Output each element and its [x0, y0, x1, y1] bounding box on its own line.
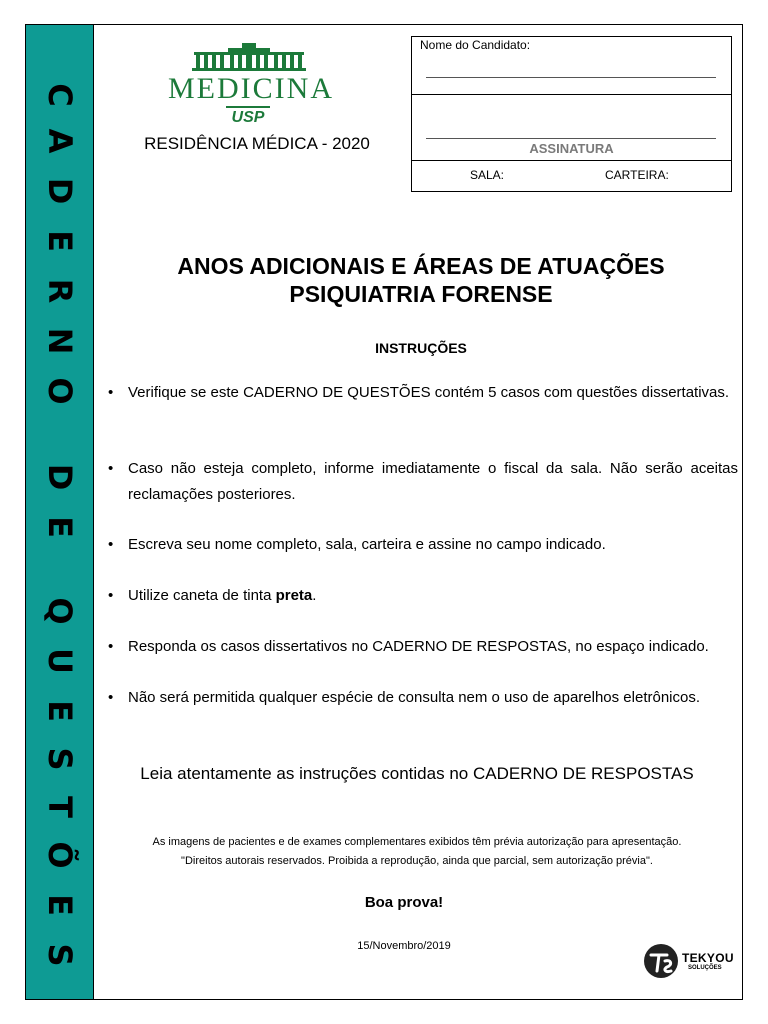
- list-item: [108, 583, 738, 609]
- signature-field[interactable]: [426, 138, 716, 139]
- exam-title-line1: ANOS ADICIONAIS E ÁREAS DE ATUAÇÕES: [177, 253, 665, 279]
- bullet-icon: •: [108, 536, 114, 553]
- candidate-box: [411, 36, 732, 192]
- list-item: [108, 685, 738, 711]
- candidate-name-row: [412, 37, 731, 95]
- side-letter: E: [41, 516, 79, 538]
- side-letter: S: [41, 747, 79, 771]
- instruction-text: Escreva seu nome completo, sala, carteira e assine no campo indicado.: [128, 536, 606, 553]
- candidate-name-label: Nome do Candidato:: [420, 38, 531, 52]
- carteira-label: CARTEIRA:: [605, 168, 669, 182]
- sala-label: SALA:: [470, 168, 505, 182]
- list-item: [108, 456, 738, 508]
- tekyou-sub: SOLUÇÕES: [688, 965, 722, 971]
- read-instructions-notice: Leia atentamente as instruções contidas no CADERNO DE RESPOSTAS: [140, 764, 694, 783]
- good-luck-text: Boa prova!: [364, 894, 444, 911]
- instruction-text-bold: preta: [275, 587, 313, 604]
- instruction-text-part: .: [312, 587, 317, 604]
- bullet-icon: •: [108, 689, 114, 706]
- side-letter: E: [41, 230, 79, 252]
- list-item: [108, 380, 738, 406]
- list-item: [108, 634, 738, 660]
- side-letter: E: [41, 700, 79, 722]
- side-letter: T: [41, 796, 79, 818]
- side-letter: C: [41, 83, 79, 107]
- instruction-text: Não será permitida qualquer espécie de consulta nem o uso de aparelhos eletrônicos.: [128, 689, 701, 706]
- side-letter: D: [41, 463, 79, 491]
- bullet-icon: •: [108, 384, 114, 401]
- instruction-text: Caso não esteja completo, informe imediatamente o fiscal da sala. Não serão aceitas reclamações posteriores.: [128, 460, 738, 503]
- side-letter: Q: [41, 597, 79, 625]
- signature-label: ASSINATURA: [529, 141, 614, 156]
- exam-title-line2: PSIQUIATRIA FORENSE: [289, 281, 553, 307]
- side-letter: O: [41, 377, 79, 405]
- exam-date: 15/Novembro/2019: [357, 940, 451, 952]
- side-letter: Õ: [41, 841, 79, 869]
- medicina-usp-logo: [168, 42, 334, 128]
- side-letter: U: [41, 648, 79, 674]
- instruction-text-part: Utilize caneta de tinta: [128, 587, 276, 604]
- side-letter: E: [41, 894, 79, 916]
- building-icon: [168, 42, 330, 72]
- side-banner: [26, 25, 94, 999]
- sala-carteira-row: [412, 161, 731, 191]
- bullet-icon: •: [108, 587, 114, 604]
- residencia-title: RESIDÊNCIA MÉDICA - 2020: [144, 134, 370, 153]
- exam-title: [110, 252, 732, 308]
- instruction-text: Responda os casos dissertativos no CADERNO DE RESPOSTAS, no espaço indicado.: [128, 638, 709, 655]
- copyright-note: "Direitos autorais reservados. Proibida a reprodução, ainda que parcial, sem autorização prévia".: [181, 855, 653, 867]
- candidate-name-field[interactable]: [426, 77, 716, 78]
- side-letter: A: [41, 128, 79, 154]
- side-letter: D: [41, 177, 79, 205]
- signature-row: [412, 95, 731, 161]
- tekyou-name: TEKYOU: [682, 951, 734, 965]
- side-letter: S: [41, 943, 79, 967]
- instructions-heading: INSTRUÇÕES: [375, 340, 467, 356]
- side-letter: N: [41, 327, 79, 355]
- tekyou-mark-icon: [643, 943, 679, 979]
- bullet-icon: •: [108, 638, 114, 655]
- bullet-icon: •: [108, 460, 114, 477]
- logo-usp: USP: [226, 106, 270, 128]
- instruction-text: [128, 583, 738, 609]
- list-item: [108, 532, 738, 558]
- tekyou-logo: [643, 943, 735, 979]
- instruction-text: Verifique se este CADERNO DE QUESTÕES contém 5 casos com questões dissertativas.: [128, 384, 730, 401]
- authorization-note: As imagens de pacientes e de exames complementares exibidos têm prévia autorização para apresentação.: [152, 836, 682, 848]
- side-letter: R: [41, 278, 79, 304]
- logo-wordmark: MEDICINA: [168, 72, 334, 105]
